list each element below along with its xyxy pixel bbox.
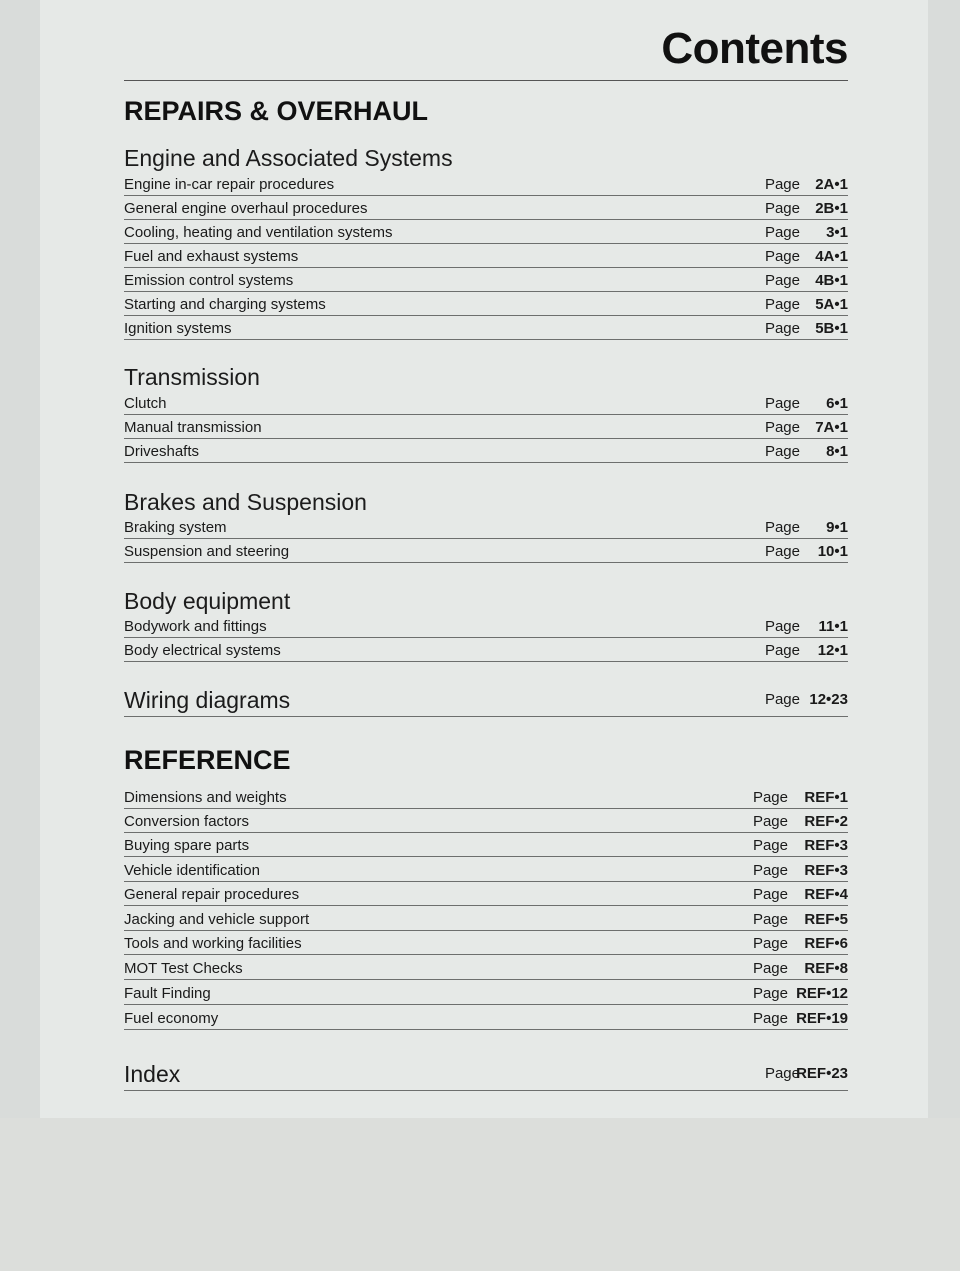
toc-page-number: REF•6 bbox=[804, 935, 848, 952]
toc-entry[interactable] bbox=[124, 414, 848, 439]
toc-page-number: 5A•1 bbox=[815, 296, 848, 313]
toc-entry[interactable] bbox=[124, 784, 848, 809]
toc-entry[interactable] bbox=[124, 315, 848, 340]
toc-entry-label: Starting and charging systems bbox=[124, 296, 326, 313]
toc-page-word: Page bbox=[764, 443, 800, 460]
toc-entry-label: Ignition systems bbox=[124, 320, 232, 337]
toc-page-word: Page bbox=[764, 272, 800, 289]
toc-entry[interactable] bbox=[124, 438, 848, 463]
toc-entry-label: Manual transmission bbox=[124, 419, 262, 436]
toc-page-word: Page bbox=[764, 618, 800, 635]
toc-page-word: Page bbox=[764, 200, 800, 217]
toc-entry-wiring[interactable] bbox=[124, 682, 848, 717]
group-heading-brakes: Brakes and Suspension bbox=[124, 489, 367, 515]
toc-entry-label: Dimensions and weights bbox=[124, 789, 287, 806]
toc-entry-label: Fuel economy bbox=[124, 1010, 219, 1027]
toc-entry-label: Braking system bbox=[124, 519, 227, 536]
toc-entry-label: Cooling, heating and ventilation systems bbox=[124, 224, 393, 241]
toc-page-word: Page bbox=[764, 519, 800, 536]
toc-page-word: Page bbox=[764, 176, 800, 193]
toc-page-word: Page bbox=[752, 862, 788, 879]
toc-page-number: 2A•1 bbox=[815, 176, 848, 193]
toc-page-word: Page bbox=[764, 691, 800, 708]
toc-page-number: 3•1 bbox=[826, 224, 848, 241]
section-heading-repairs: REPAIRS & OVERHAUL bbox=[124, 96, 429, 126]
toc-entry[interactable] bbox=[124, 195, 848, 220]
group-heading-transmission: Transmission bbox=[124, 364, 260, 390]
toc-entry-label: Wiring diagrams bbox=[124, 687, 291, 713]
toc-page-word: Page bbox=[764, 1065, 800, 1082]
section-heading-reference: REFERENCE bbox=[124, 745, 291, 775]
toc-entry[interactable] bbox=[124, 980, 848, 1005]
toc-entry[interactable] bbox=[124, 514, 848, 539]
toc-entry[interactable] bbox=[124, 881, 848, 906]
toc-page-number: 12•23 bbox=[809, 691, 848, 708]
toc-page-number: REF•1 bbox=[804, 789, 848, 806]
toc-entry-label: Suspension and steering bbox=[124, 543, 290, 560]
toc-entry-label: Buying spare parts bbox=[124, 837, 250, 854]
toc-entry[interactable] bbox=[124, 613, 848, 638]
toc-entry-index[interactable] bbox=[124, 1056, 848, 1091]
toc-page-word: Page bbox=[764, 248, 800, 265]
toc-entry[interactable] bbox=[124, 219, 848, 244]
toc-page-number: 8•1 bbox=[826, 443, 848, 460]
toc-entry-label: Vehicle identification bbox=[124, 862, 260, 879]
toc-entry[interactable] bbox=[124, 267, 848, 292]
toc-entry[interactable] bbox=[124, 390, 848, 415]
toc-page-number: REF•3 bbox=[804, 862, 848, 879]
toc-page-number: REF•4 bbox=[804, 886, 848, 903]
toc-page-word: Page bbox=[764, 395, 800, 412]
toc-page-word: Page bbox=[752, 985, 788, 1002]
page-bottom-margin bbox=[0, 1118, 960, 1271]
toc-page-word: Page bbox=[752, 1010, 788, 1027]
toc-page-number: 6•1 bbox=[826, 395, 848, 412]
toc-entry[interactable] bbox=[124, 955, 848, 980]
toc-entry[interactable] bbox=[124, 930, 848, 955]
toc-entry[interactable] bbox=[124, 906, 848, 931]
toc-page-word: Page bbox=[752, 886, 788, 903]
toc-entry[interactable] bbox=[124, 857, 848, 882]
toc-entry-label: Clutch bbox=[124, 395, 167, 412]
toc-page-word: Page bbox=[764, 296, 800, 313]
toc-page-word: Page bbox=[752, 789, 788, 806]
toc-page-word: Page bbox=[764, 419, 800, 436]
toc-page-number: 4B•1 bbox=[815, 272, 848, 289]
toc-entry-label: Bodywork and fittings bbox=[124, 618, 267, 635]
toc-page-word: Page bbox=[764, 543, 800, 560]
title-divider bbox=[124, 80, 848, 81]
toc-page-number: REF•12 bbox=[796, 985, 848, 1002]
toc-page-number: REF•3 bbox=[804, 837, 848, 854]
toc-entry-label: MOT Test Checks bbox=[124, 960, 243, 977]
toc-page-number: 9•1 bbox=[826, 519, 848, 536]
group-heading-engine: Engine and Associated Systems bbox=[124, 145, 453, 171]
toc-entry-label: Tools and working facilities bbox=[124, 935, 302, 952]
toc-page-word: Page bbox=[752, 911, 788, 928]
toc-entry-label: Jacking and vehicle support bbox=[124, 911, 310, 928]
toc-page-number: REF•2 bbox=[804, 813, 848, 830]
toc-page-number: REF•19 bbox=[796, 1010, 848, 1027]
toc-page-number: 5B•1 bbox=[815, 320, 848, 337]
page-title: Contents bbox=[661, 24, 848, 73]
toc-page-number: 7A•1 bbox=[815, 419, 848, 436]
toc-entry-label: Emission control systems bbox=[124, 272, 294, 289]
toc-page-word: Page bbox=[764, 224, 800, 241]
toc-entry[interactable] bbox=[124, 538, 848, 563]
toc-page-word: Page bbox=[752, 837, 788, 854]
toc-page-number: 11•1 bbox=[818, 618, 848, 635]
toc-entry-label: General engine overhaul procedures bbox=[124, 200, 368, 217]
toc-page-number: 2B•1 bbox=[815, 200, 848, 217]
toc-entry[interactable] bbox=[124, 832, 848, 857]
toc-entry-label: General repair procedures bbox=[124, 886, 300, 903]
toc-page-word: Page bbox=[764, 642, 800, 659]
toc-entry-label: Index bbox=[124, 1061, 181, 1087]
toc-page-number: REF•5 bbox=[804, 911, 848, 928]
toc-entry-label: Fuel and exhaust systems bbox=[124, 248, 299, 265]
group-heading-body: Body equipment bbox=[124, 588, 291, 614]
toc-entry[interactable] bbox=[124, 243, 848, 268]
toc-entry[interactable] bbox=[124, 1005, 848, 1030]
toc-page-number: 10•1 bbox=[817, 543, 848, 560]
toc-page-word: Page bbox=[752, 935, 788, 952]
toc-page-number: REF•8 bbox=[804, 960, 848, 977]
toc-entry-label: Engine in-car repair procedures bbox=[124, 176, 335, 193]
toc-entry-label: Driveshafts bbox=[124, 443, 200, 460]
toc-entry-label: Body electrical systems bbox=[124, 642, 281, 659]
toc-entry[interactable] bbox=[124, 291, 848, 316]
toc-page-word: Page bbox=[752, 960, 788, 977]
toc-entry[interactable] bbox=[124, 637, 848, 662]
toc-page-number: REF•23 bbox=[796, 1065, 848, 1082]
toc-page-word: Page bbox=[752, 813, 788, 830]
toc-entry-label: Fault Finding bbox=[124, 985, 211, 1002]
toc-page-word: Page bbox=[764, 320, 800, 337]
toc-entry[interactable] bbox=[124, 171, 848, 196]
toc-entry[interactable] bbox=[124, 808, 848, 833]
toc-entry-label: Conversion factors bbox=[124, 813, 250, 830]
toc-page-number: 4A•1 bbox=[815, 248, 848, 265]
toc-page-number: 12•1 bbox=[817, 642, 848, 659]
